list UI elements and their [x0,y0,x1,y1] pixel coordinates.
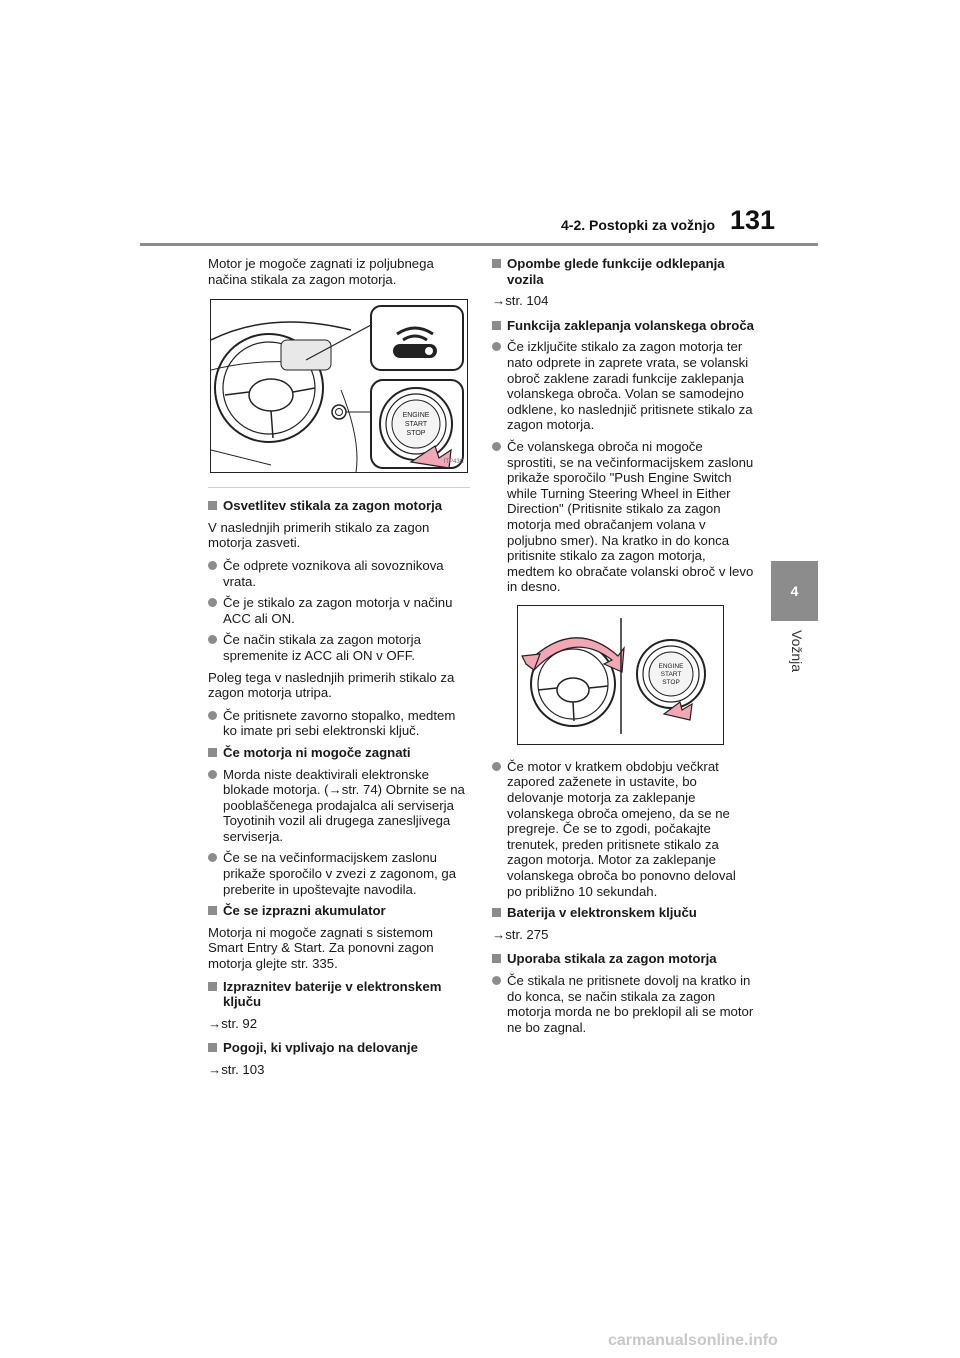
heading-unlock: Opombe glede funkcije odklepanja vozila [492,256,754,287]
heading-key-battery: Baterija v elektronskem ključu [492,905,754,921]
circle-bullet-icon [208,711,217,720]
button-text-start: START [404,421,428,429]
chapter-tab[interactable]: 4 [771,561,818,621]
page-reference[interactable]: →str. 92 [208,1015,258,1031]
steering-illustration [518,606,723,744]
circle-bullet-icon [208,770,217,779]
heading-switch-use: Uporaba stikala za zagon motorja [492,951,754,967]
paragraph: Motorja ni mogoče zagnati s sistemom Smart Entry & Start. Za ponovni zagon motorja glejte str. 335. [208,924,434,972]
header-rule [140,243,818,246]
square-bullet-icon [492,259,501,268]
intro-text: Motor je mogoče zagnati iz poljubnega načina stikala za zagon motorja. [208,256,434,287]
list-item: Če se na večinformacijskem zaslonu prikaže sporočilo v zvezi z zagonom, ga preberite in upoštevajte navodila. [208,850,470,897]
square-bullet-icon [208,1043,217,1052]
list-item: Če je stikalo za zagon motorja v načinu ACC ali ON. [208,595,470,626]
divider [208,487,470,488]
square-bullet-icon [492,908,501,917]
heading-lighting: Osvetlitev stikala za zagon motorja [208,498,470,514]
list-item: Če motor v kratkem obdobju večkrat zapored zaženete in ustavite, bo delovanje motorja za zaklepanje volanskega obroča omejeno, da se ne pregreje. Če se to zgodi, počakajte trenutek, preden pritisnete stikalo za zagon motorja. Motor za zaklepanje volanskega obroča bo ponovno deloval po približno 10 sekundah. [492,759,754,899]
heading-battery-drain: Če se izprazni akumulator [208,903,470,919]
square-bullet-icon [492,321,501,330]
list-item: Če način stikala za zagon motorja spremenite iz ACC ali ON v OFF. [208,632,470,663]
section-title: 4-2. Postopki za vožnjo [561,217,716,233]
list-item: Če odprete voznikova ali sovoznikova vrata. [208,558,470,589]
square-bullet-icon [208,748,217,757]
paragraph: Poleg tega v naslednjih primerih stikalo za zagon motorja utripa. [208,669,455,701]
engine-start-button[interactable] [380,388,452,460]
figure-code: ITP43C [443,458,464,465]
engine-start-button[interactable] [637,640,705,708]
page-reference[interactable]: →str. 275 [492,926,549,942]
circle-bullet-icon [492,762,501,771]
paragraph: V naslednjih primerih stikalo za zagon motorja zasveti. [208,519,430,551]
circle-bullet-icon [492,442,501,451]
list-item: Če izključite stikalo za zagon motorja ter nato odprete in zaprete vrata, se volanski obroč zaklene zaradi funkcije zaklepanja volanskega obroča. Volan se samodejno odklene, ko naslednjič pritisnete stikalo za zagon motorja. [492,339,754,433]
list-item: Če stikala ne pritisnete dovolj na kratko in do konca, se način stikala za zagon motorja morda ne bo preklopil ali se motor ne bo zagnal. [492,973,754,1035]
page-reference[interactable]: →str. 104 [492,293,549,309]
dashboard-illustration [211,300,467,472]
figure-steering-button [517,605,724,745]
list-item: Morda niste deaktivirali elektronske blokade motorja. (→str. 74) Obrnite se na pooblaščenega prodajalca ali serviserja Toyotinih vozil ali drugega zanesljivega serviserja. [208,767,470,845]
list-item: Če pritisnete zavorno stopalko, medtem ko imate pri sebi elektronski ključ. [208,708,470,739]
button-text-stop: STOP [662,678,680,686]
figure-dashboard [210,299,468,473]
page-header [0,0,960,250]
square-bullet-icon [208,982,217,991]
button-text-engine: ENGINE [658,662,684,670]
circle-bullet-icon [208,635,217,644]
rotate-arrow-icon [522,638,624,672]
heading-steering-lock: Funkcija zaklepanja volanskega obroča [492,318,754,334]
button-text-stop: STOP [406,430,426,438]
circle-bullet-icon [492,342,501,351]
right-column [492,256,754,1041]
chapter-label: Vožnja [789,630,805,673]
watermark: carmanualsonline.info [608,1332,778,1349]
circle-bullet-icon [208,561,217,570]
square-bullet-icon [492,954,501,963]
circle-bullet-icon [492,976,501,985]
heading-no-start: Če motorja ni mogoče zagnati [208,745,470,761]
square-bullet-icon [208,906,217,915]
left-column [208,256,470,1087]
square-bullet-icon [208,501,217,510]
list-item: Če volanskega obroča ni mogoče sprostiti, se na večinformacijskem zaslonu prikaže sporočilo "Push Engine Switch while Turning Steering Wheel in Either Direction" (Pritisnite stikalo za zagon motorja med obračanjem volana v poljubno smer). Na kratko in do konca pritisnite stikalo za zagon motorja, medtem ko obračate volanski obroč v levo in desno. [492,439,754,595]
circle-bullet-icon [208,598,217,607]
button-text-engine: ENGINE [402,412,430,420]
page-number: 131 [730,205,776,235]
heading-key-battery: Izpraznitev baterije v elektronskem ključu [208,979,470,1010]
heading-conditions: Pogoji, ki vplivajo na delovanje [208,1040,470,1056]
circle-bullet-icon [208,853,217,862]
button-text-start: START [660,670,682,678]
page-reference[interactable]: →str. 103 [208,1062,265,1077]
